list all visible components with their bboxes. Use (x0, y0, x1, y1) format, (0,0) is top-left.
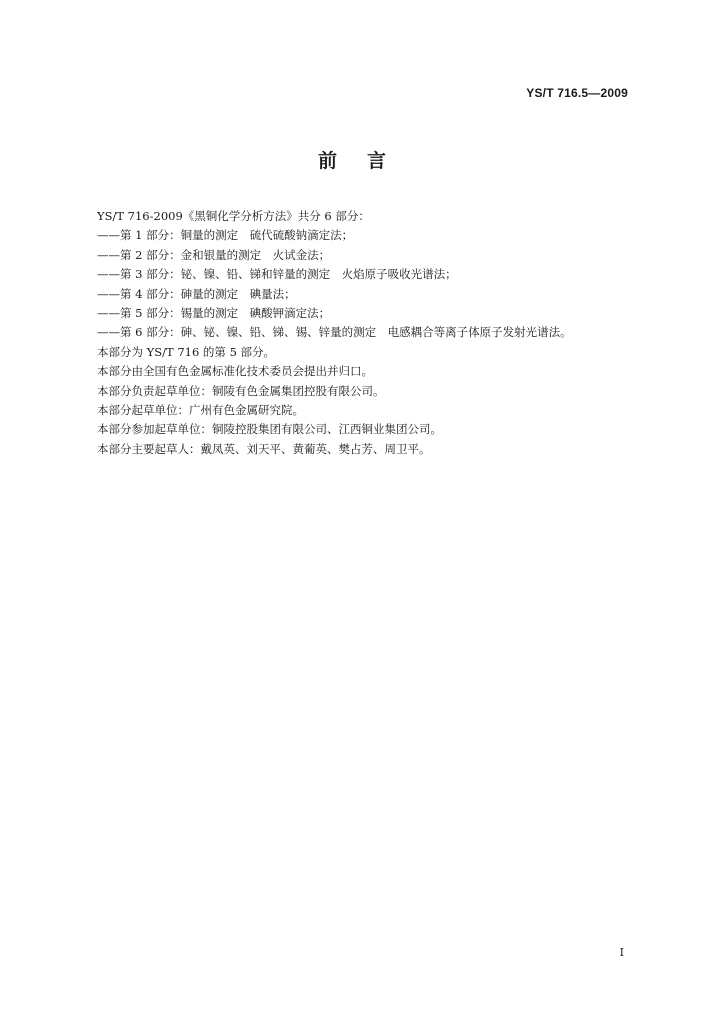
foreword-body (97, 207, 637, 459)
text-line: 本部分由全国有色金属标准化技术委员会提出并归口。 (97, 364, 373, 379)
text-line: YS/T 716-2009《黑铜化学分析方法》共分 6 部分： (97, 209, 370, 223)
page-number: I (619, 946, 624, 959)
text-line: ——第 3 部分：铋、镍、铅、锑和锌量的测定 火焰原子吸收光谱法； (97, 267, 457, 282)
text-line: ——第 1 部分：铜量的测定 硫代硫酸钠滴定法； (97, 228, 354, 243)
text-line: ——第 4 部分：砷量的测定 碘量法； (97, 286, 296, 301)
text-line: 本部分负责起草单位：铜陵有色金属集团控股有限公司。 (97, 383, 385, 398)
text-line: ——第 5 部分：锡量的测定 碘酸钾滴定法； (97, 306, 331, 321)
text-line: 本部分主要起草人：戴凤英、刘天平、黄葡英、樊占芳、周卫平。 (97, 441, 431, 456)
text-line: ——第 6 部分：砷、铋、镍、铅、锑、锡、锌量的测定 电感耦合等离子体原子发射光谱法。 (97, 325, 572, 340)
page-title: 前言 (317, 150, 416, 172)
text-line: 本部分为 YS/T 716 的第 5 部分。 (97, 344, 276, 359)
standard-code: YS/T 716.5—2009 (526, 86, 628, 100)
text-line: 本部分起草单位：广州有色金属研究院。 (97, 403, 304, 418)
text-line: ——第 2 部分：金和银量的测定 火试金法； (97, 247, 331, 262)
text-line: 本部分参加起草单位：铜陵控股集团有限公司、江西铜业集团公司。 (97, 422, 442, 437)
